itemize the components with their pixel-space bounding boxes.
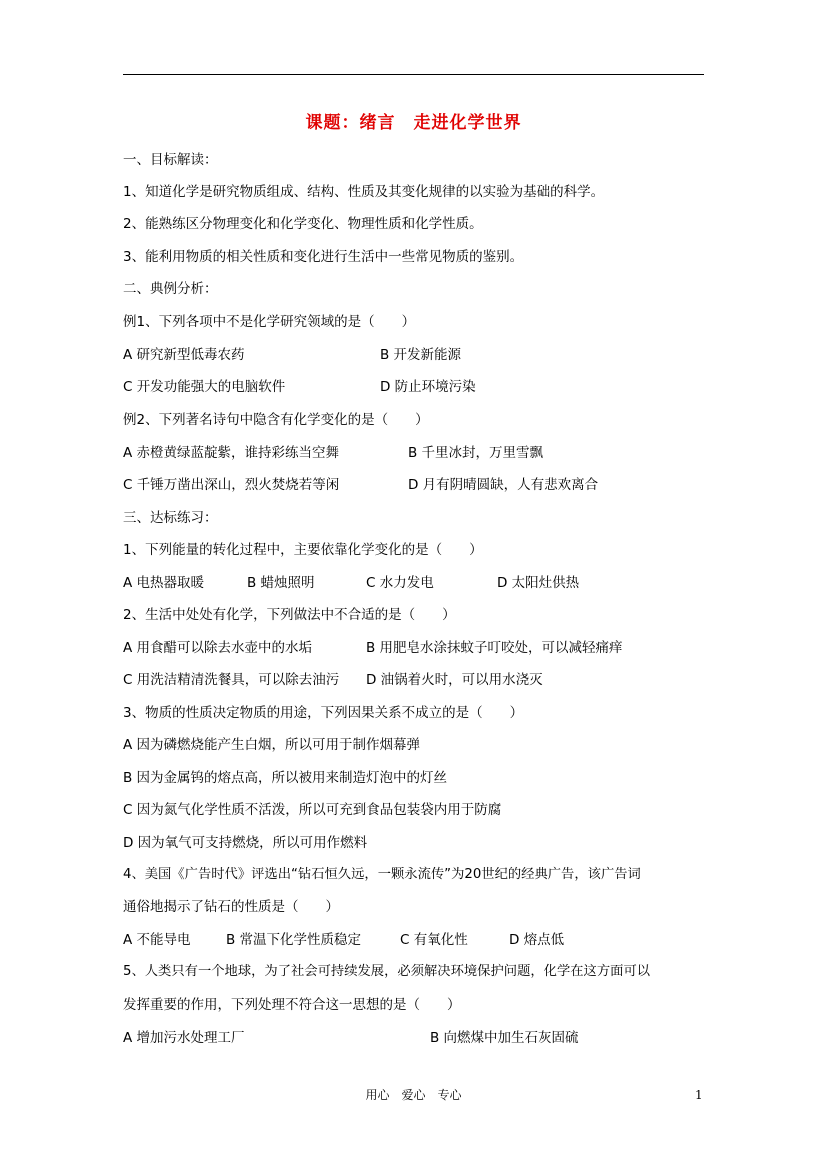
practice-4-option-b: B 常温下化学性质稳定 [226,932,362,948]
objective-item: 1、知道化学是研究物质组成、结构、性质及其变化规律的以实验为基础的科学。 [123,184,605,200]
practice-1-option-c: C 水力发电 [366,575,434,591]
practice-5-option-b: B 向燃煤中加生石灰固硫 [430,1030,579,1046]
example-2-option-a: A 赤橙黄绿蓝靛紫，谁持彩练当空舞 [123,445,340,461]
example-1-option-a: A 研究新型低毒农药 [123,347,245,363]
practice-3-option-b: B 因为金属钨的熔点高，所以被用来制造灯泡中的灯丝 [123,770,448,786]
practice-5-option-a: A 增加污水处理工厂 [123,1030,245,1046]
practice-3-question: 3、物质的性质决定物质的用途，下列因果关系不成立的是（ ） [123,705,524,721]
practice-1-option-a: A 电热器取暖 [123,575,205,591]
practice-1-option-b: B 蜡烛照明 [247,575,315,591]
example-2-option-b: B 千里冰封，万里雪飘 [408,445,544,461]
example-2-question: 例2、下列著名诗句中隐含有化学变化的是（ ） [123,412,429,428]
example-1-option-d: D 防止环境污染 [380,379,476,395]
practice-3-option-a: A 因为磷燃烧能产生白烟，所以可用于制作烟幕弹 [123,737,421,753]
page-footer [0,1087,827,1103]
practice-2-option-a: A 用食醋可以除去水壶中的水垢 [123,640,313,656]
practice-2-question: 2、生活中处处有化学，下列做法中不合适的是（ ） [123,607,456,623]
practice-4-option-c: C 有氧化性 [400,932,468,948]
practice-4-option-a: A 不能导电 [123,932,191,948]
objective-item: 3、能利用物质的相关性质和变化进行生活中一些常见物质的鉴别。 [123,249,524,265]
practice-1-question: 1、下列能量的转化过程中，主要依靠化学变化的是（ ） [123,542,483,558]
practice-5-question-line-2: 发挥重要的作用，下列处理不符合这一思想的是（ ） [123,997,461,1013]
page-title [0,112,827,134]
practice-3-option-c: C 因为氮气化学性质不活泼，所以可充到食品包装袋内用于防腐 [123,802,502,818]
example-1-option-b: B 开发新能源 [380,347,462,363]
practice-2-option-c: C 用洗洁精清洗餐具，可以除去油污 [123,672,340,688]
example-1-option-c: C 开发功能强大的电脑软件 [123,379,286,395]
example-1-question: 例1、下列各项中不是化学研究领域的是（ ） [123,314,416,330]
title-part-1: 课题：绪言 [305,113,396,133]
section-heading-practice: 三、达标练习： [123,510,218,526]
footer-word: 用心 [365,1088,390,1102]
practice-4-question-line-2: 通俗地揭示了钻石的性质是（ ） [123,899,339,915]
header-rule [123,74,704,75]
footer-word: 专心 [437,1088,462,1102]
practice-2-option-b: B 用肥皂水涂抹蚊子叮咬处，可以减轻痛痒 [366,640,623,656]
page-number: 1 [695,1088,703,1102]
footer-word: 爱心 [401,1088,426,1102]
practice-4-option-d: D 熔点低 [509,932,565,948]
objective-item: 2、能熟练区分物理变化和化学变化、物理性质和化学性质。 [123,216,483,232]
section-heading-examples: 二、典例分析： [123,281,218,297]
example-2-option-d: D 月有阴晴圆缺，人有悲欢离合 [408,477,599,493]
section-heading-objectives: 一、目标解读： [123,152,218,168]
example-2-option-c: C 千锤万凿出深山，烈火焚烧若等闲 [123,477,340,493]
practice-1-option-d: D 太阳灶供热 [497,575,580,591]
practice-2-option-d: D 油锅着火时，可以用水浇灭 [366,672,543,688]
practice-3-option-d: D 因为氧气可支持燃烧，所以可用作燃料 [123,835,368,851]
practice-5-question-line-1: 5、人类只有一个地球，为了社会可持续发展，必须解决环境保护问题，化学在这方面可以 [123,964,651,979]
title-part-2: 走进化学世界 [413,113,522,133]
practice-4-question-line-1: 4、美国《广告时代》评选出“钻石恒久远，一颗永流传”为20世纪的经典广告，该广告词 [123,867,641,882]
